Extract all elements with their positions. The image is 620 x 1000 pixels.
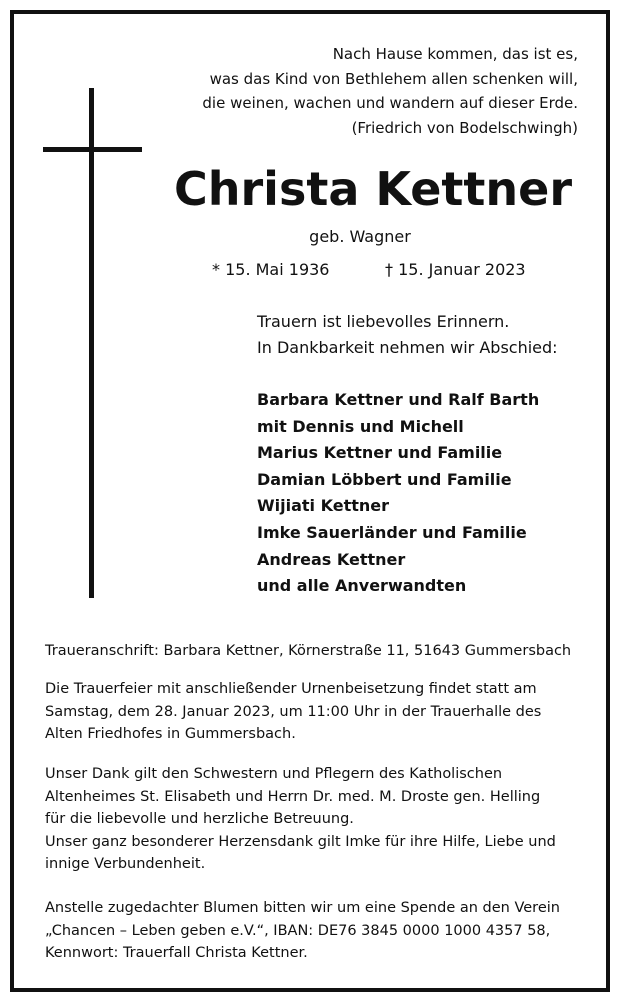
donation-line: Anstelle zugedachter Blumen bitten wir um eine Spende an den Verein	[45, 900, 560, 916]
quote-line: Nach Hause kommen, das ist es,	[332, 45, 578, 63]
thanks-line: Unser ganz besonderer Herzensdank gilt Imke für ihre Hilfe, Liebe und	[45, 833, 556, 850]
donation-line: „Chancen – Leben geben e.V.“, IBAN: DE76 3845 0000 1000 4357 58,	[45, 922, 551, 939]
thanks-notice	[45, 763, 585, 876]
quote-author: (Friedrich von Bodelschwingh)	[351, 118, 578, 137]
death-date: † 15. Januar 2023	[385, 260, 526, 279]
cross-icon	[89, 88, 94, 598]
address-line: Traueranschrift: Barbara Kettner, Körnerstraße 11, 51643 Gummersbach	[45, 643, 572, 659]
maiden-name: geb. Wagner	[309, 227, 411, 246]
quote-block	[138, 42, 578, 140]
mourner-line: Wijiati Kettner	[257, 496, 389, 516]
donation-line: Kennwort: Trauerfall Christa Kettner.	[45, 945, 308, 961]
birth-date: * 15. Mai 1936	[212, 260, 330, 279]
thanks-line: innige Verbundenheit.	[45, 856, 206, 872]
ceremony-notice	[45, 678, 585, 746]
mourner-line: Barbara Kettner und Ralf Barth	[257, 390, 540, 409]
saying-line: In Dankbarkeit nehmen wir Abschied:	[257, 338, 558, 357]
ceremony-line: Die Trauerfeier mit anschließender Urnenbeisetzung findet statt am	[45, 681, 537, 697]
mourner-line: und alle Anverwandten	[257, 576, 467, 596]
mourners-list	[257, 387, 539, 600]
thanks-line: Altenheimes St. Elisabeth und Herrn Dr. med. M. Droste gen. Helling	[45, 788, 541, 805]
deceased-name: Christa Kettner	[173, 162, 573, 216]
thanks-line: für die liebevolle und herzliche Betreuung.	[45, 811, 354, 827]
quote-line: was das Kind von Bethlehem allen schenken will,	[209, 69, 578, 88]
mourning-address	[45, 640, 585, 663]
mourner-line: mit Dennis und Michell	[257, 416, 464, 436]
mourner-line: Marius Kettner und Familie	[257, 443, 503, 463]
mourner-line: Damian Löbbert und Familie	[257, 469, 512, 489]
farewell-saying	[257, 309, 558, 361]
ceremony-line: Alten Friedhofes in Gummersbach.	[45, 726, 296, 742]
mourner-line: Imke Sauerländer und Familie	[257, 522, 527, 542]
thanks-line: Unser Dank gilt den Schwestern und Pflegern des Katholischen	[45, 766, 503, 782]
quote-line: die weinen, wachen und wandern auf dieser Erde.	[202, 94, 578, 112]
mourner-line: Andreas Kettner	[257, 549, 406, 569]
cross-icon-bar	[43, 147, 142, 152]
ceremony-line: Samstag, dem 28. Januar 2023, um 11:00 Uhr in der Trauerhalle des	[45, 703, 542, 720]
donation-notice	[45, 897, 585, 965]
saying-line: Trauern ist liebevolles Erinnern.	[257, 312, 510, 331]
